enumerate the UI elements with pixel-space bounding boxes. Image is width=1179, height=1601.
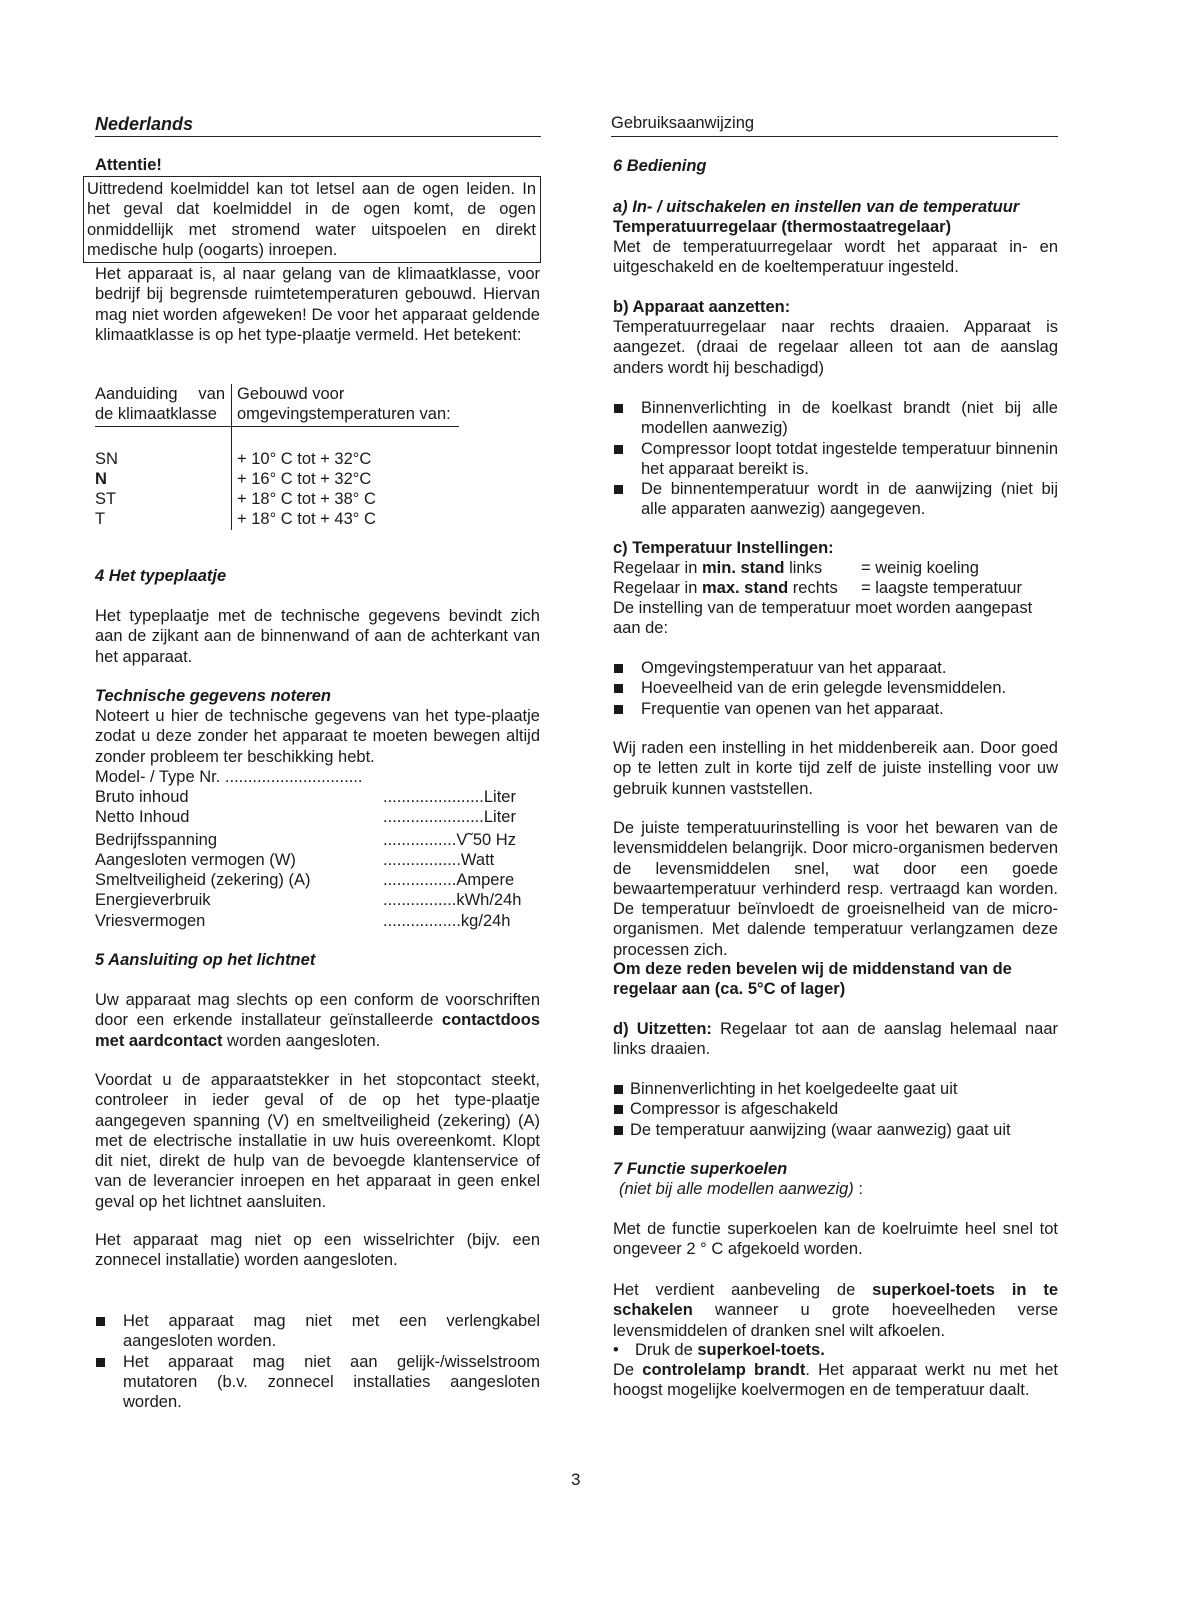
section-a-text: Met de temperatuurregelaar wordt het apparaat in- en uitgeschakeld en de koeltemperatuur ingesteld. [613, 238, 1058, 277]
section-c-p3: De juiste temperatuurinstelling is voor het bewaren van de levensmiddelen belangrijk. Door micro-organismen bederven de levensmiddelen snel, wat door een goede bewaartemperatuur verhinderd resp. vertraagd kan worden. De temperatuur beïnvloedt de groeisnelheid van de micro-organismen. Met dalende temperatuur verlangzamen deze processen zich. [613, 819, 1058, 959]
section-b-bullets [613, 398, 1058, 520]
section-5-bullets [95, 1311, 540, 1412]
section-5-p1: Uw apparaat mag slechts op een conform de voorschriften door een erkende installateur geïnstalleerde contactdoos met aardcontact worden aangesloten. [95, 991, 540, 1050]
spec-row: Bedrijfsspanning ................V˜50 Hz [95, 830, 516, 849]
table-head-range: Gebouwd voor omgevingstemperaturen van: [231, 384, 457, 426]
section-b-title: b) Apparaat aanzetten: [613, 298, 791, 316]
climate-table [95, 384, 459, 530]
section-7-title: 7 Functie superkoelen [613, 1160, 788, 1178]
section-c-max: Regelaar in max. stand rechts = laagste temperatuur [613, 579, 1022, 597]
section-7-sub: (niet bij alle modellen aanwezig) : [619, 1180, 863, 1198]
list-item: Hoeveelheid van de erin gelegde levensmiddelen. [613, 678, 1058, 698]
table-head-class: Aanduiding van de klimaatklasse [95, 385, 225, 424]
table-class-t: T [95, 510, 106, 529]
spec-row: Energieverbruik ................kWh/24h [95, 891, 522, 910]
list-item: Compressor is afgeschakeld [613, 1099, 1058, 1119]
section-7-p3: De controlelamp brandt. Het apparaat werkt nu met het hoogst mogelijke koelvermogen en de temperatuur daalt. [613, 1361, 1058, 1400]
list-item: De binnentemperatuur wordt in de aanwijzing (niet bij alle apparaten aanwezig) aangegeven. [613, 479, 1058, 520]
section-c-min: Regelaar in min. stand links = weinig koeling [613, 559, 979, 577]
section-5-title: 5 Aansluiting op het lichtnet [95, 951, 316, 969]
table-class-st: ST [95, 490, 117, 509]
tech-text: Noteert u hier de technische gegevens van het type-plaatje zodat u deze zonder het apparaat te moeten bewegen altijd zonder probleem ter beschikking hebt. [95, 707, 540, 766]
language-heading: Nederlands [95, 114, 541, 137]
page-number: 3 [571, 1470, 581, 1489]
table-class-sn: SN [95, 449, 118, 468]
spec-row: Netto Inhoud ......................Liter [95, 808, 516, 827]
table-range-sn: + 10° C tot + 32°C [237, 449, 372, 468]
section-c-p3-bold: Om deze reden bevelen wij de middenstand van de regelaar aan (ca. 5°C of lager) [613, 960, 1012, 999]
section-7-p2: Het verdient aanbeveling de superkoel-toets in te schakelen wanneer u grote hoeveelheden verse levensmiddelen of dranken snel wilt afkoelen. [613, 1281, 1058, 1340]
list-item: Het apparaat mag niet met een verlengkabel aangesloten worden. [95, 1311, 540, 1352]
tech-title: Technische gegevens noteren [95, 687, 331, 705]
section-6-title: 6 Bediening [613, 157, 707, 175]
section-d: d) Uitzetten: Regelaar tot aan de aanslag helemaal naar links draaien. [613, 1020, 1058, 1059]
section-4-title: 4 Het typeplaatje [95, 567, 227, 585]
section-7-p1: Met de functie superkoelen kan de koelruimte heel snel tot ongeveer 2 ° C afgekoeld worden. [613, 1220, 1058, 1259]
list-item: De temperatuur aanwijzing (waar aanwezig) gaat uit [613, 1120, 1058, 1140]
attention-title: Attentie! [95, 156, 162, 174]
section-5-p3: Het apparaat mag niet op een wisselrichter (bijv. een zonnecel installatie) worden aangesloten. [95, 1231, 540, 1270]
climate-intro: Het apparaat is, al naar gelang van de klimaatklasse, voor bedrijf bij begrensde ruimtetemperaturen gebouwd. Hiervan mag niet worden afgeweken! De voor het apparaat geldende klimaatklasse is op het type-plaatje vermeld. Het betekent: [95, 265, 540, 344]
spec-row: Bruto inhoud ......................Liter [95, 788, 516, 806]
section-a-title: a) In- / uitschakelen en instellen van de temperatuur [613, 198, 1020, 216]
table-range-st: + 18° C tot + 38° C [237, 490, 376, 509]
section-5-p2: Voordat u de apparaatstekker in het stopcontact steekt, controleer in ieder geval of de op het type-plaatje aangegeven spanning (V) en smeltveiligheid (zekering) (A) met de electrische installatie in uw huis overeenkomt. Klopt dit niet, direkt de hulp van de bevoegde klantenservice of van de leverancier inroepen en het apparaat in geen enkel geval op het lichtnet aansluiten. [95, 1071, 540, 1211]
attention-box: Uittredend koelmiddel kan tot letsel aan de ogen leiden. In het geval dat koelmiddel in de ogen komt, de ogen onmiddellijk met stromend water uitspoelen en direkt medische hulp (oogarts) inroepen. [83, 176, 541, 263]
model-line: Model- / Type Nr. .............................. [95, 768, 363, 786]
list-item: Binnenverlichting in de koelkast brandt (niet bij alle modellen aanwezig) [613, 398, 1058, 439]
section-c-bullets [613, 658, 1058, 719]
list-item: Omgevingstemperatuur van het apparaat. [613, 658, 1058, 678]
table-range-n: + 16° C tot + 32°C [237, 469, 372, 488]
section-c-text: De instelling van de temperatuur moet worden aangepast aan de: [613, 599, 1033, 638]
spec-row: Smeltveiligheid (zekering) (A) ................Ampere [95, 871, 515, 890]
list-item: Compressor loopt totdat ingestelde temperatuur binnenin het apparaat bereikt is. [613, 439, 1058, 480]
list-item: Frequentie van openen van het apparaat. [613, 699, 1058, 719]
section-c-title: c) Temperatuur Instellingen: [613, 539, 834, 557]
section-d-bullets [613, 1079, 1058, 1140]
table-range-t: + 18° C tot + 43° C [237, 510, 376, 529]
section-7-step: • Druk de superkoel-toets. [613, 1341, 825, 1359]
list-item: Binnenverlichting in het koelgedeelte gaat uit [613, 1079, 1058, 1099]
table-class-n: N [95, 469, 107, 488]
spec-row: Aangesloten vermogen (W) .................Watt [95, 850, 495, 869]
section-a-sub: Temperatuurregelaar (thermostaatregelaar) [613, 218, 952, 236]
section-b-text: Temperatuurregelaar naar rechts draaien. Apparaat is aangezet. (draai de regelaar alleen tot aan de aanslag anders wordt hij beschadigd) [613, 318, 1058, 377]
section-4-text: Het typeplaatje met de technische gegevens bevindt zich aan de zijkant aan de binnenwand of aan de achterkant van het apparaat. [95, 607, 540, 666]
list-item: Het apparaat mag niet aan gelijk-/wisselstroom mutatoren (b.v. zonnecel installaties aangesloten worden. [95, 1352, 540, 1413]
section-heading: Gebruiksaanwijzing [611, 113, 1058, 137]
spec-list [95, 787, 540, 931]
spec-row: Vriesvermogen .................kg/24h [95, 911, 511, 930]
section-c-p2: Wij raden een instelling in het middenbereik aan. Door goed op te letten zult in korte tijd zelf de juiste instelling voor uw gebruik kunnen vaststellen. [613, 739, 1058, 798]
